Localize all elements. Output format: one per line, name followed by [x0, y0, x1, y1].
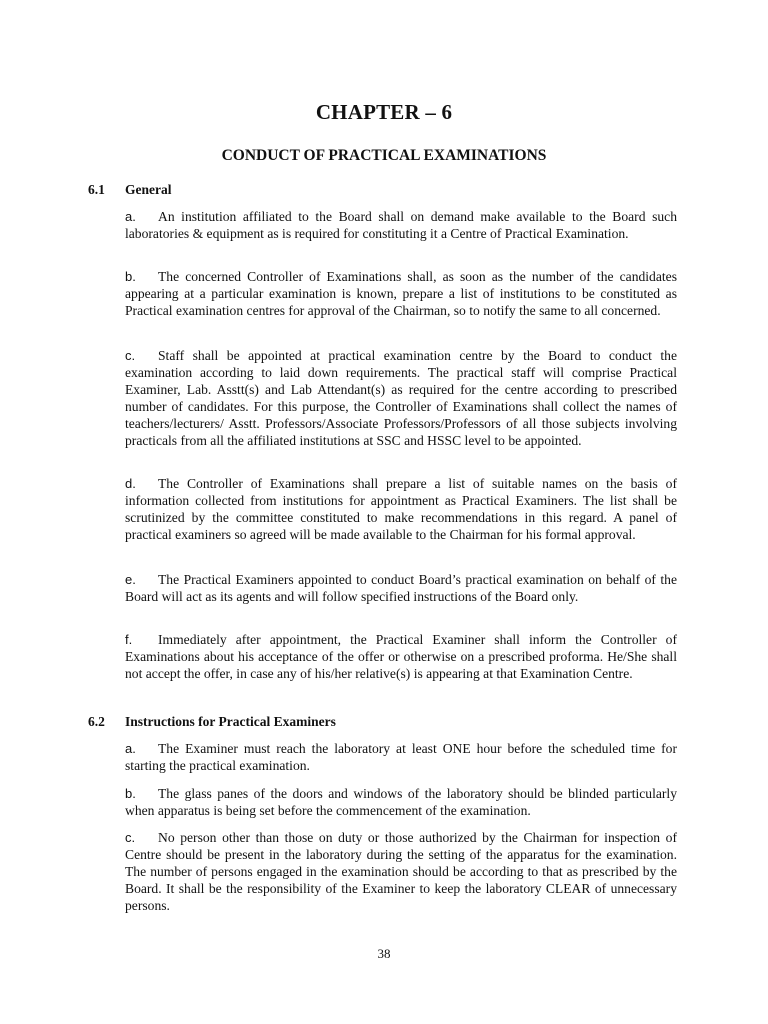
chapter-subtitle: CONDUCT OF PRACTICAL EXAMINATIONS	[221, 147, 547, 164]
paragraph-6-2-a	[125, 740, 677, 774]
paragraph-letter: c.	[125, 348, 136, 363]
paragraph-text: An institution affiliated to the Board shall on demand make available to the Board such laboratories & equipment as is required for constituting it a Centre of Practical Examination.	[125, 209, 677, 241]
paragraph-text: The Controller of Examinations shall prepare a list of suitable names on the basis of information collected from institutions for appointment as Practical Examiners. The list shall be scrutinized by the committee constituted to make recommendations in this regard. A panel of practical examiners so agreed will be made available to the Chairman for his formal approval.	[125, 476, 677, 542]
paragraph-6-1-d	[125, 475, 677, 543]
section-title: General	[125, 182, 172, 197]
paragraph-6-2-b	[125, 785, 677, 819]
paragraph-text: Staff shall be appointed at practical examination centre by the Board to conduct the examination according to laid down requirements. The practical staff will comprise Practical Examiner, Lab. Asstt(s) and Lab Attendant(s) as required for the centre according to prescribed number of candidates. For this purpose, the Controller of Examinations shall collect the names of teachers/lecturers/ Asstt. Professors/Associate Professors/Professors of all those subjects involving practicals from all the affiliated institutions at SSC and HSSC level to be appointed.	[125, 348, 677, 448]
section-heading-6-2	[88, 713, 336, 730]
paragraph-6-1-b	[125, 268, 677, 319]
paragraph-text: The Examiner must reach the laboratory at least ONE hour before the scheduled time for starting the practical examination.	[125, 741, 677, 773]
paragraph-letter: a.	[125, 741, 136, 756]
paragraph-6-1-f	[125, 631, 677, 682]
paragraph-text: The Practical Examiners appointed to conduct Board’s practical examination on behalf of the Board will act as its agents and will follow specified instructions of the Board only.	[125, 572, 677, 604]
section-number: 6.1	[88, 182, 105, 197]
section-heading-6-1	[88, 181, 172, 198]
paragraph-letter: c.	[125, 830, 136, 845]
paragraph-letter: b.	[125, 786, 136, 801]
paragraph-6-1-c	[125, 347, 677, 449]
section-number: 6.2	[88, 714, 105, 729]
paragraph-text: No person other than those on duty or those authorized by the Chairman for inspection of Centre should be present in the laboratory during the setting of the apparatus for the examination. The number of persons engaged in the examination should be according to that as prescribed by the Board. It shall be the responsibility of the Examiner to keep the laboratory CLEAR of unnecessary persons.	[125, 830, 677, 913]
paragraph-6-1-e	[125, 571, 677, 605]
page-number: 38	[377, 946, 391, 961]
paragraph-letter: b.	[125, 269, 136, 284]
paragraph-text: The concerned Controller of Examinations shall, as soon as the number of the candidates appearing at a particular examination is known, prepare a list of institutions to be constituted as Practical examination centres for approval of the Chairman, so to notify the same to all concerned.	[125, 269, 677, 318]
paragraph-letter: f.	[125, 632, 133, 647]
paragraph-letter: e.	[125, 572, 136, 587]
paragraph-letter: a.	[125, 209, 136, 224]
chapter-title: CHAPTER – 6	[315, 100, 453, 124]
paragraph-text: The glass panes of the doors and windows of the laboratory should be blinded particularly when apparatus is being set before the commencement of the examination.	[125, 786, 677, 818]
paragraph-6-1-a	[125, 208, 677, 242]
paragraph-6-2-c	[125, 829, 677, 914]
paragraph-text: Immediately after appointment, the Practical Examiner shall inform the Controller of Examinations about his acceptance of the offer or otherwise on a prescribed proforma. He/She shall not accept the offer, in case any of his/her relative(s) is appearing at that Examination Centre.	[125, 632, 677, 681]
section-title: Instructions for Practical Examiners	[125, 714, 336, 729]
paragraph-letter: d.	[125, 476, 136, 491]
